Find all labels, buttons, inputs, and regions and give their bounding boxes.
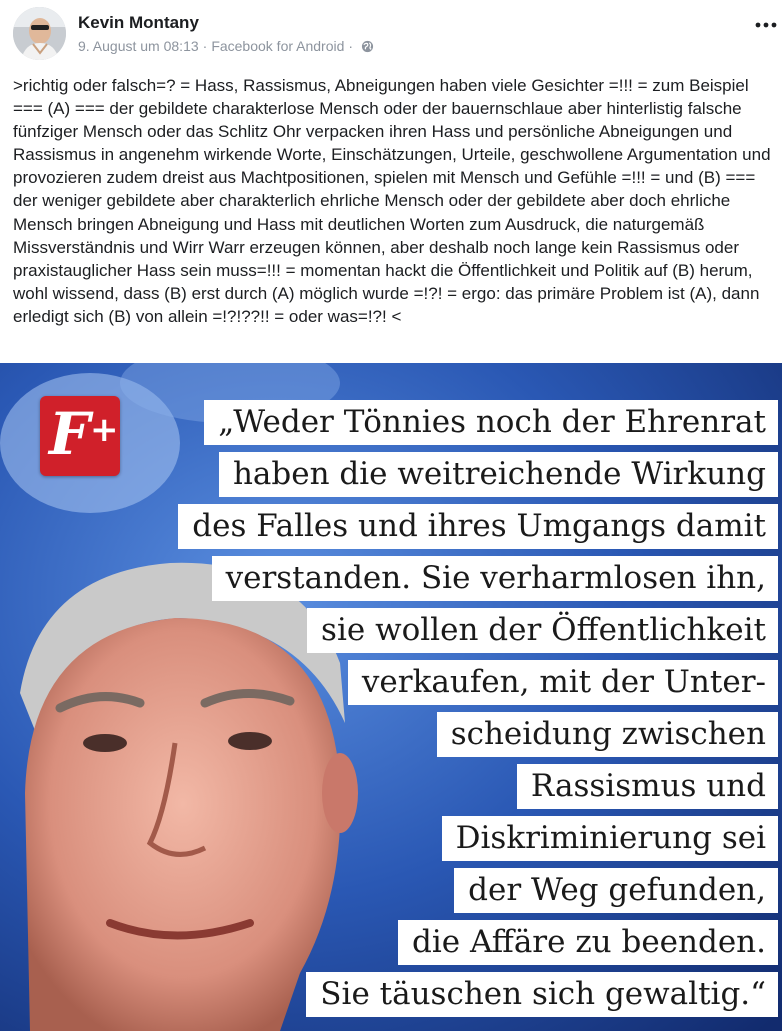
- globe-icon[interactable]: [361, 40, 374, 53]
- quote-line: haben die weitreichende Wirkung: [219, 452, 778, 497]
- logo-letter: F: [49, 400, 91, 468]
- avatar-image: [13, 7, 66, 60]
- quote-line: verkaufen, mit der Unter-: [348, 660, 778, 705]
- meta-separator-2: ·: [348, 38, 354, 54]
- quote-line: des Falles und ihres Umgangs damit: [178, 504, 778, 549]
- more-dots-icon[interactable]: [754, 18, 778, 32]
- post-text: >richtig oder falsch=? = Hass, Rassismus, Abneigungen haben viele Gesichter =!!! = zum Beispiel === (A) === der gebildete charakterlose Mensch oder der bauernschlaue aber hinterlistig falsche fünfziger Mensch oder das Schlitz Ohr verpacken ihren Hass und persönliche Abneigungen und Rassismus in angenehm wirkende Worte, Einschätzungen, Urteile, geschwollene Argumentation und provozieren zudem dreist aus Machtpositionen, spielen mit Mensch und Gefühle =!!! = und (B) === der weniger gebildete aber charakterlich ehrliche Mensch oder der gebildete aber doch ehrliche Mensch bringen Abneigung und Hass mit deutlichen Worten zum Ausdruck, die naturgemäß Missverständnis und Wirr Warr erzeugen können, aber deshalb noch lange kein Rassismus oder praxistauglicher Hass sein muss=!!! = momentan hackt die Öffentlichkeit und Politik auf (B) herum, wohl wissend, dass (B) erst durch (A) möglich wurde =!?! = ergo: das primäre Problem ist (A), dann erledigt sich (B) von allein =!?!??!! = oder was=!?! <: [13, 76, 776, 326]
- post-header: [0, 0, 782, 66]
- quote-line: verstanden. Sie verharmlosen ihn,: [212, 556, 778, 601]
- quote-line: scheidung zwischen: [437, 712, 778, 757]
- logo-plus: +: [90, 410, 119, 450]
- quote-line: Sie täuschen sich gewaltig.“: [306, 972, 778, 1017]
- quote-line: Rassismus und: [517, 764, 778, 809]
- author-avatar[interactable]: [13, 7, 66, 60]
- post-source: Facebook for Android: [211, 38, 345, 54]
- quote-line: der Weg gefunden,: [454, 868, 778, 913]
- post-meta: [78, 38, 374, 54]
- quote-line: sie wollen der Öffentlichkeit: [307, 608, 778, 653]
- post-timestamp[interactable]: 9. August um 08:13: [78, 38, 199, 54]
- quote-line: die Affäre zu beenden.: [398, 920, 778, 965]
- faz-plus-logo: [40, 396, 120, 476]
- quote-line: „Weder Tönnies noch der Ehrenrat: [204, 400, 778, 445]
- quote-line: Diskriminierung sei: [442, 816, 778, 861]
- author-name[interactable]: Kevin Montany: [78, 13, 199, 32]
- meta-separator: ·: [202, 38, 208, 54]
